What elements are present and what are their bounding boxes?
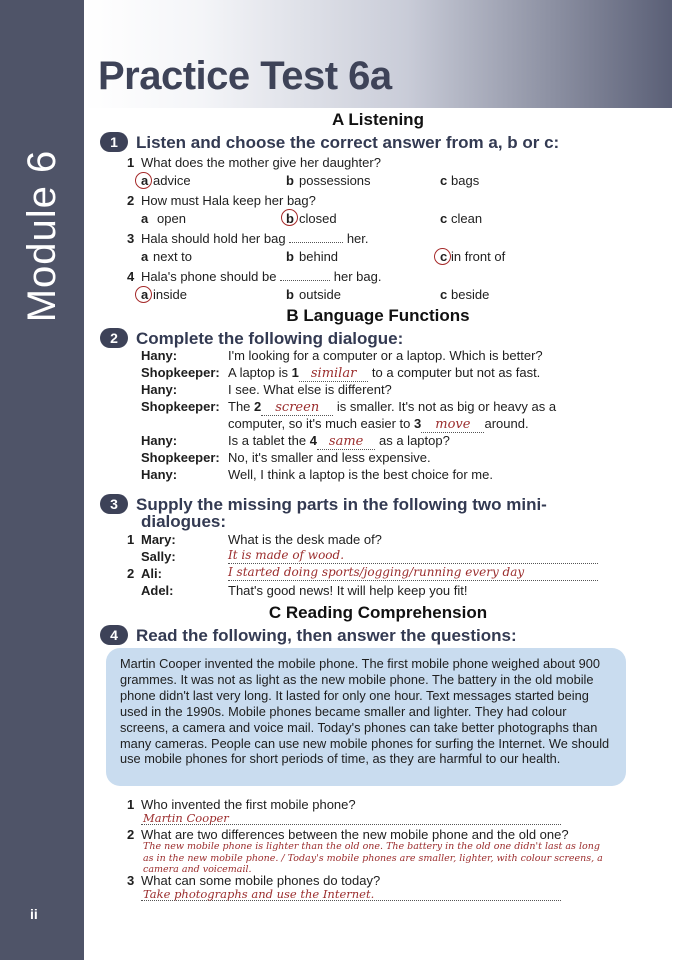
task-4-heading <box>100 625 517 646</box>
q3-option-b: behind <box>299 249 339 264</box>
q4-number: 4 <box>127 269 135 284</box>
page-number: ii <box>30 906 38 922</box>
rq2-answer-line-2: as in the new mobile phone. / Today's mobile phones are smaller, lighter, with colour screens, a <box>143 853 603 864</box>
q4-option-b: outside <box>299 287 341 302</box>
dialogue-line: No, it's smaller and less expensive. <box>228 450 431 465</box>
task-3-title-cont: dialogues: <box>141 512 227 531</box>
rq2-answer-line-3: camera and voicemail. <box>143 864 252 875</box>
section-b-heading: B Language Functions <box>286 306 470 325</box>
blank-1-answer: similar <box>310 366 357 381</box>
q4-option-a: inside <box>153 287 187 302</box>
mini-dialogue-speaker: Adel: <box>141 583 174 598</box>
dialogue-speaker: Shopkeeper: <box>141 399 220 414</box>
dialogue-speaker: Hany: <box>141 467 178 482</box>
rq3-text: What can some mobile phones do today? <box>141 873 381 888</box>
task-2-heading <box>100 328 403 349</box>
q1-option-b-letter: b <box>286 173 294 188</box>
task-2-number: 2 <box>100 328 128 348</box>
dialogue-speaker: Hany: <box>141 382 178 397</box>
rq1-text: Who invented the first mobile phone? <box>141 797 356 812</box>
mini-dialogue-speaker: Sally: <box>141 549 176 564</box>
dialogue-line: A laptop is 1 similar to a computer but not as fast. <box>228 365 541 381</box>
q4-option-c: beside <box>451 287 490 302</box>
module-label: Module 6 <box>20 149 64 323</box>
task-1-heading <box>100 132 559 153</box>
reading-passage-box <box>106 648 626 786</box>
rq3-number: 3 <box>127 873 135 888</box>
q1-option-a-letter: a <box>141 173 149 188</box>
q4-answer-circle <box>135 286 152 303</box>
reading-passage: Martin Cooper invented the mobile phone. The first mobile phone weighed about 900 grammes. It was not as light as the new mobile phone. The battery in the old mobile phone didn't last very long. It lasted for only one hour. Text messages started being used in the 1990s. Mobile phones became smaller and lighter. They had colour screens, a camera and voice mail. Today's phones can take better photographs than many cameras. People can use new mobile phones for surfing the Internet. We should use mobile phones for short periods of time, as they are harmful to our health. <box>120 656 610 767</box>
q3-option-a-letter: a <box>141 249 149 264</box>
q3-text: Hala should hold her bag her. <box>141 231 369 246</box>
q2-option-b-letter: b <box>286 211 294 226</box>
q1-option-c-letter: c <box>440 173 448 188</box>
rq2-number: 2 <box>127 827 135 842</box>
task-1-number: 1 <box>100 132 128 152</box>
dialogue-speaker: Shopkeeper: <box>141 365 220 380</box>
rq3-answer: Take photographs and use the Internet. <box>143 887 375 901</box>
q3-option-c: in front of <box>451 249 506 264</box>
mini-dialogue-1-answer: It is made of wood. <box>228 548 345 562</box>
q2-number: 2 <box>127 193 135 208</box>
q3-option-b-letter: b <box>286 249 294 264</box>
q1-number: 1 <box>127 155 135 170</box>
q4-text: Hala's phone should be her bag. <box>141 269 382 284</box>
task-1-title: Listen and choose the correct answer from a, b or c: <box>136 133 560 152</box>
rq1-answer: Martin Cooper <box>143 811 229 825</box>
q1-option-a: advice <box>153 173 191 188</box>
blank-3-answer: move <box>435 417 471 432</box>
q2-option-c: clean <box>451 211 483 226</box>
mini-dialogue-line: What is the desk made of? <box>228 532 382 547</box>
task-2-title: Complete the following dialogue: <box>136 329 404 348</box>
rq2-text: What are two differences between the new mobile phone and the old one? <box>141 827 569 842</box>
page-title: Practice Test 6a <box>98 54 392 98</box>
q3-option-a: next to <box>153 249 193 264</box>
rq2-answer-line-1: The new mobile phone is lighter than the old one. The battery in the old one didn't last as long <box>143 841 600 852</box>
dialogue-speaker: Shopkeeper: <box>141 450 220 465</box>
q2-option-a-letter: a <box>141 211 149 226</box>
dialogue-line: Is a tablet the 4 same as a laptop? <box>228 433 450 449</box>
dialogue-line: I see. What else is different? <box>228 382 392 397</box>
q3-answer-circle <box>434 248 451 265</box>
mini-dialogue-2-number: 2 <box>127 566 135 581</box>
section-a-heading: A Listening <box>332 110 424 129</box>
dialogue-line: I'm looking for a computer or a laptop. Which is better? <box>228 348 543 363</box>
mini-dialogue-speaker: Ali: <box>141 566 162 581</box>
task-3-title: Supply the missing parts in the following two mini- <box>136 495 547 514</box>
dialogue-line: computer, so it's much easier to 3 move around. <box>228 416 529 432</box>
mini-dialogue-line: That's good news! It will help keep you fit! <box>228 583 468 598</box>
q2-option-b: closed <box>299 211 337 226</box>
answer-line <box>228 562 598 564</box>
dialogue-speaker: Hany: <box>141 348 178 363</box>
task-4-title: Read the following, then answer the questions: <box>136 626 517 645</box>
mini-dialogue-1-number: 1 <box>127 532 135 547</box>
mini-dialogue-2-answer: I started doing sports/jogging/running every day <box>228 565 525 579</box>
q1-option-b: possessions <box>299 173 371 188</box>
q1-text: What does the mother give her daughter? <box>141 155 381 170</box>
blank-4-answer: same <box>328 434 364 449</box>
q3-number: 3 <box>127 231 135 246</box>
rq1-number: 1 <box>127 797 135 812</box>
answer-line <box>228 579 598 581</box>
q2-text: How must Hala keep her bag? <box>141 193 316 208</box>
q1-answer-circle <box>135 172 152 189</box>
dialogue-line: The 2 screen is smaller. It's not as big or heavy as a <box>228 399 557 415</box>
blank-2-answer: screen <box>275 400 320 415</box>
q4-option-c-letter: c <box>440 287 448 302</box>
module-sidebar <box>0 0 84 960</box>
dialogue-speaker: Hany: <box>141 433 178 448</box>
mini-dialogue-speaker: Mary: <box>141 532 176 547</box>
q1-option-c: bags <box>451 173 480 188</box>
q3-option-c-letter: c <box>440 249 448 264</box>
task-4-number: 4 <box>100 625 128 645</box>
task-3-number: 3 <box>100 494 128 514</box>
q4-option-b-letter: b <box>286 287 294 302</box>
section-c-heading: C Reading Comprehension <box>268 603 488 622</box>
q4-option-a-letter: a <box>141 287 149 302</box>
q2-option-a: open <box>157 211 186 226</box>
q2-answer-circle <box>281 209 298 226</box>
q2-option-c-letter: c <box>440 211 448 226</box>
dialogue-line: Well, I think a laptop is the best choice for me. <box>228 467 493 482</box>
